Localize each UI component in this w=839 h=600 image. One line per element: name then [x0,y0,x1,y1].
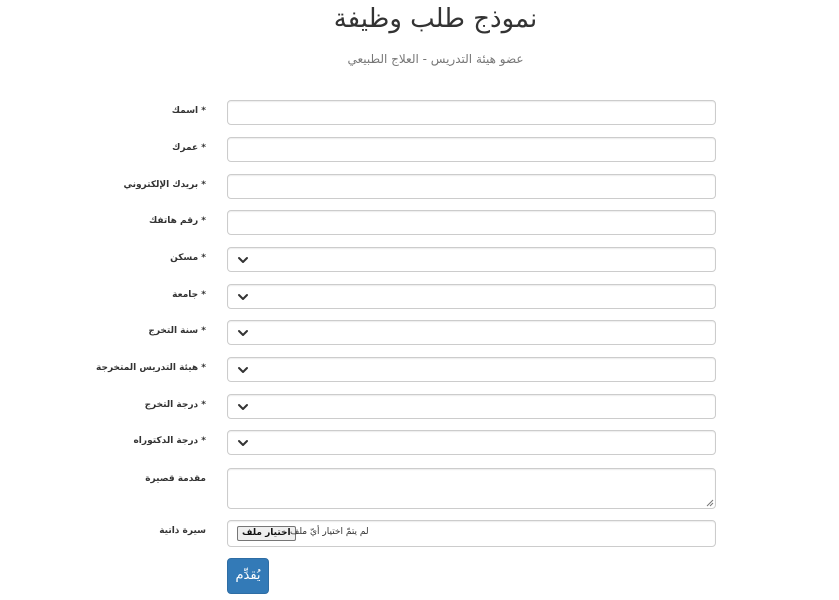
graduation-grade-select[interactable] [227,394,716,419]
age-label: * عمرك [172,143,206,153]
resize-handle-icon[interactable] [704,497,714,507]
university-label: * جامعة [172,290,206,300]
choose-file-button[interactable]: اختيار ملف [237,526,296,541]
email-input[interactable] [227,174,716,199]
phone-label: * رقم هاتفك [149,216,206,226]
phd-label: * درجة الدكتوراه [133,436,206,446]
graduation-grade-label: * درجة التخرج [144,400,206,410]
chevron-down-icon [237,364,249,376]
chevron-down-icon [237,437,249,449]
email-label: * بريدك الإلكتروني [123,180,206,190]
chevron-down-icon [237,254,249,266]
intro-textarea[interactable] [227,468,716,509]
faculty-select[interactable] [227,357,716,382]
university-select[interactable] [227,284,716,309]
chevron-down-icon [237,291,249,303]
page-subtitle: عضو هيئة التدريس - العلاج الطبيعي [347,52,524,66]
name-label: * اسمك [171,106,206,116]
residence-label: * مسكن [170,253,206,263]
phone-input[interactable] [227,210,716,235]
name-input[interactable] [227,100,716,125]
graduation-year-select[interactable] [227,320,716,345]
age-input[interactable] [227,137,716,162]
page-title: نموذج طلب وظيفة [333,4,538,34]
cv-label: سيرة ذاتية [159,526,206,536]
file-status-text: لم يتمّ اختيار أيّ ملف [290,527,369,537]
chevron-down-icon [237,401,249,413]
faculty-label: * هيئة التدريس المتخرجة [96,363,206,373]
phd-select[interactable] [227,430,716,455]
graduation-year-label: * سنة التخرج [148,326,206,336]
intro-label: مقدمة قصيرة [145,474,206,484]
submit-button[interactable]: يُقدِّم [227,558,269,594]
chevron-down-icon [237,327,249,339]
residence-select[interactable] [227,247,716,272]
cv-file-input[interactable] [227,520,716,547]
